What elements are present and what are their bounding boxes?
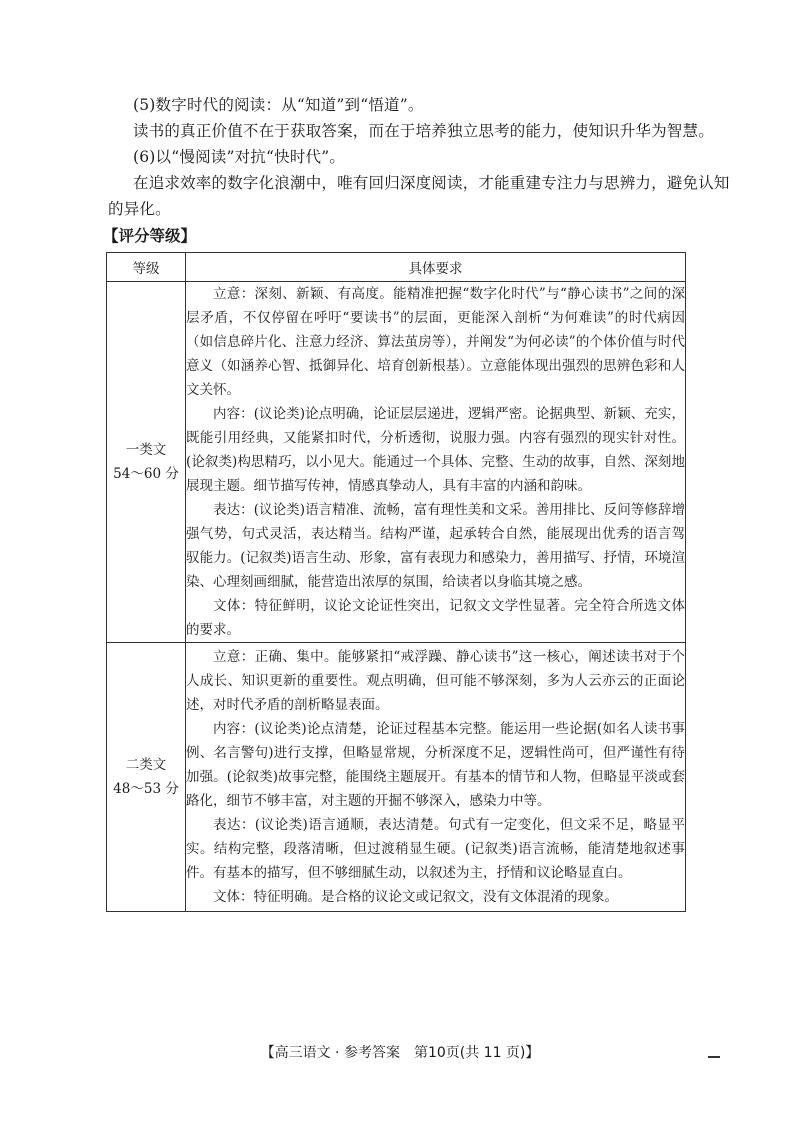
- page-footer: 【高三语文 · 参考答案 第10页(共 11 页)】: [260, 1045, 540, 1061]
- header-requirements: 具体要求: [186, 253, 686, 282]
- requirement-content: 内容：(议论类)论点清楚，论证过程基本完整。能运用一些论据(如名人读书事例、名言警句)进行支撑，但略显常规，分析深度不足，逻辑性尚可，但严谨性有待加强。(论叙类)故事完整，能围绕主题展开。有基本的情节和人物，但略显平淡或套路化，细节不够丰富，对主题的开掘不够深入，感染力中等。: [186, 721, 685, 809]
- table-header-row: [107, 253, 686, 282]
- requirement-expression: 表达：(议论类)语言精准、流畅，富有理性美和文采。善用排比、反问等修辞增强气势，句式灵活，表达精当。结构严谨，起承转合自然，能展现出优秀的语言驾驭能力。(记叙类)语言生动、形象，富有表现力和感染力，善用描写、抒情，环境渲染、心理刻画细腻，能营造出浓厚的氛围，给读者以身临其境之感。: [186, 502, 685, 590]
- paragraph-5-title: (5)数字时代的阅读：从“知道”到“悟道”。: [133, 96, 424, 114]
- requirement-genre: 文体：特征鲜明，议论文论证性突出，记叙文文学性显著。完全符合所选文体的要求。: [186, 598, 685, 638]
- level-score: 48～53 分: [113, 781, 179, 797]
- level-cell: [107, 282, 186, 643]
- level-score: 54～60 分: [113, 466, 179, 482]
- level-name: 一类文: [125, 442, 167, 458]
- corner-mark: [708, 1056, 720, 1058]
- grading-table: [106, 252, 686, 912]
- requirements-cell: [186, 643, 686, 912]
- level-cell: [107, 643, 186, 912]
- table-row: [107, 643, 686, 912]
- level-name: 二类文: [125, 757, 167, 773]
- header-level: 等级: [107, 253, 186, 282]
- requirement-content: 内容：(议论类)论点明确，论证层层递进，逻辑严密。论据典型、新颖、充实，既能引用经典，又能紧扣时代，分析透彻，说服力强。内容有强烈的现实针对性。(论叙类)构思精巧，以小见大。能通过一个具体、完整、生动的故事，自然、深刻地展现主题。细节描写传神，情感真挚动人，具有丰富的内涵和韵味。: [186, 406, 685, 494]
- requirement-genre: 文体：特征明确。是合格的议论文或记叙文，没有文体混淆的现象。: [213, 889, 618, 905]
- requirement-expression: 表达：(议论类)语言通顺，表达清楚。句式有一定变化，但文采不足，略显平实。结构完整，段落清晰，但过渡稍显生硬。(记叙类)语言流畅，能清楚地叙述事件。有基本的描写，但不够细腻生动，以叙述为主，抒情和议论略显直白。: [186, 817, 685, 881]
- requirements-cell: [186, 282, 686, 643]
- paragraph-6-title: (6)以“慢阅读”对抗“快时代”。: [133, 148, 346, 166]
- requirement-theme: 立意：正确、集中。能够紧扣“戒浮躁、静心读书”这一核心，阐述读书对于个人成长、知识更新的重要性。观点明确，但可能不够深刻，多为人云亦云的正面论述，对时代矛盾的剖析略显表面。: [186, 649, 685, 713]
- table-row: [107, 282, 686, 643]
- section-heading: 【评分等级】: [103, 227, 197, 245]
- paragraph-5-body: 读书的真正价值不在于获取答案，而在于培养独立思考的能力，使知识升华为智慧。: [133, 122, 714, 140]
- requirement-theme: 立意：深刻、新颖、有高度。能精准把握“数字化时代”与“静心读书”之间的深层矛盾，不仅停留在呼吁“要读书”的层面，更能深入剖析“为何难读”的时代病因（如信息碎片化、注意力经济、算法茧房等），并阐发“为何必读”的个体价值与时代意义（如涵养心智、抵御异化、培育创新根基）。立意能体现出强烈的思辨色彩和人文关怀。: [186, 286, 685, 398]
- paragraph-6-body-cont: 的异化。: [108, 200, 171, 218]
- paragraph-6-body: 在追求效率的数字化浪潮中，唯有回归深度阅读，才能重建专注力与思辨力，避免认知: [133, 174, 730, 192]
